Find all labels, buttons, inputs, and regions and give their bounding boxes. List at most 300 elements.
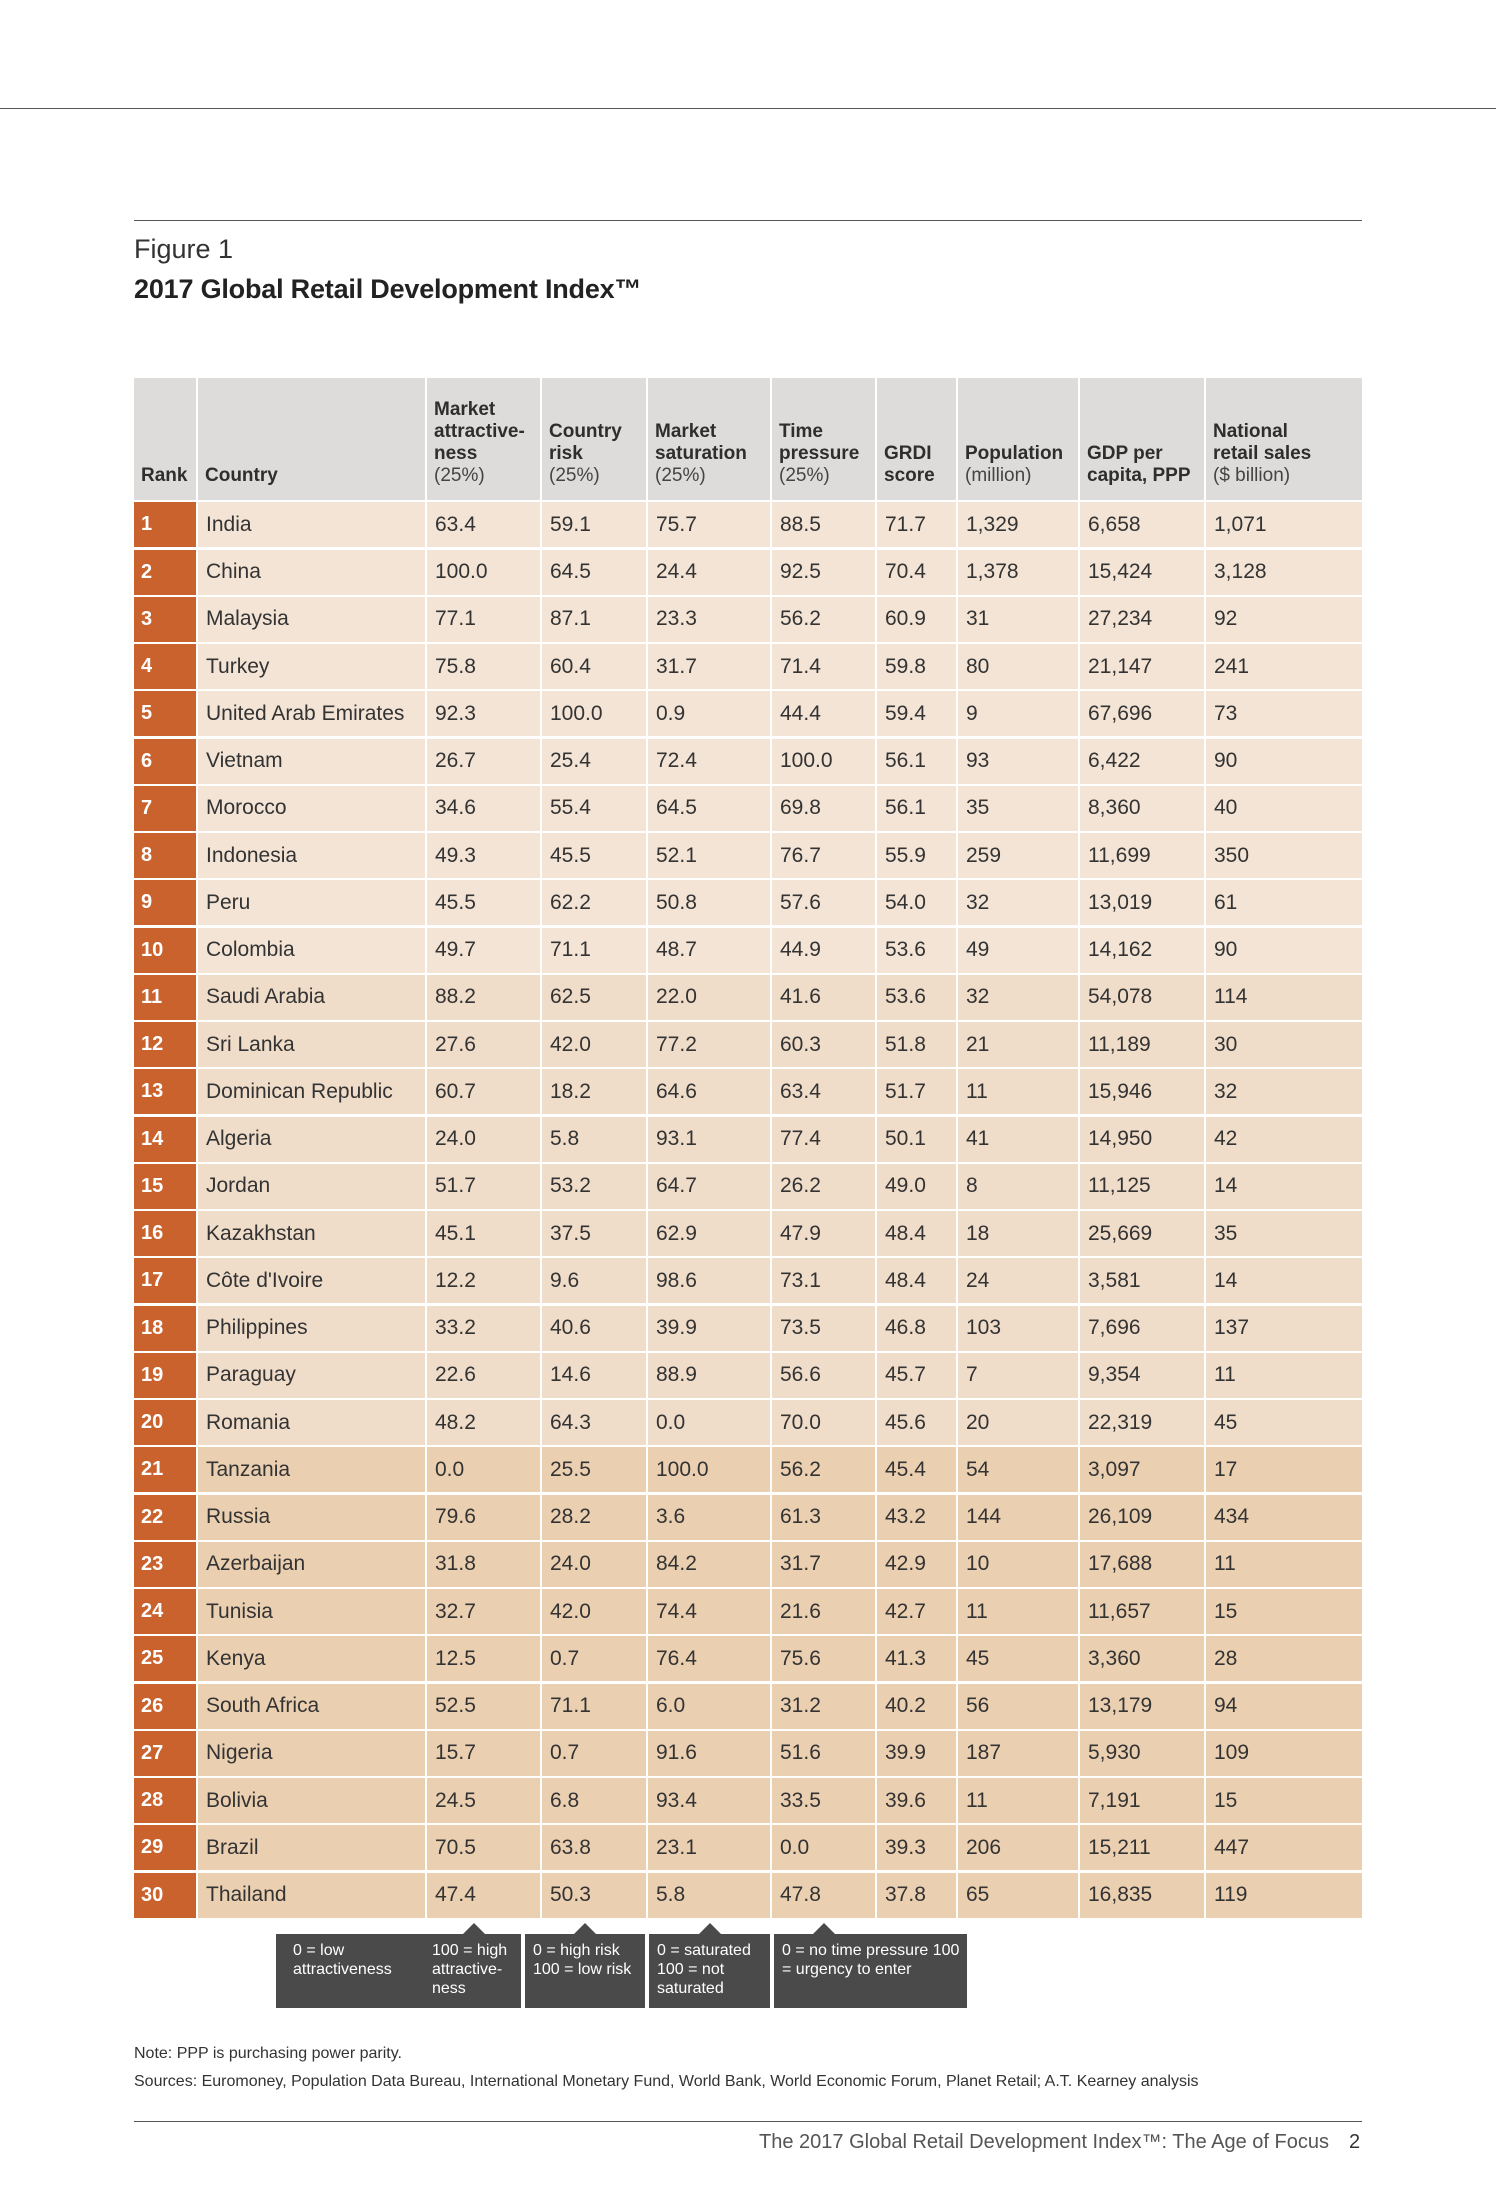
cell-rank: 26 — [134, 1684, 196, 1729]
cell-country: Côte d'Ivoire — [196, 1258, 425, 1303]
cell-country: Saudi Arabia — [196, 975, 425, 1020]
cell-market-attractiveness: 34.6 — [425, 786, 540, 831]
cell-gdp-per-capita: 11,699 — [1078, 833, 1204, 878]
cell-population: 20 — [956, 1400, 1078, 1445]
cell-country-risk: 0.7 — [540, 1731, 646, 1776]
cell-time-pressure: 70.0 — [770, 1400, 875, 1445]
cell-country-risk: 28.2 — [540, 1495, 646, 1540]
cell-rank: 6 — [134, 739, 196, 784]
cell-market-attractiveness: 79.6 — [425, 1495, 540, 1540]
cell-gdp-per-capita: 11,189 — [1078, 1022, 1204, 1067]
table-row — [134, 597, 1362, 642]
cell-national-retail-sales: 109 — [1204, 1731, 1362, 1776]
note: Note: PPP is purchasing power parity. — [134, 2045, 402, 2062]
cell-country: Vietnam — [196, 739, 425, 784]
table-row — [134, 1589, 1362, 1634]
table-header — [134, 378, 1362, 500]
legend-risk — [525, 1934, 645, 2008]
cell-national-retail-sales: 434 — [1204, 1495, 1362, 1540]
legend-time-pressure — [774, 1934, 967, 2008]
cell-gdp-per-capita: 11,657 — [1078, 1589, 1204, 1634]
cell-country-risk: 40.6 — [540, 1306, 646, 1351]
table-row — [134, 1778, 1362, 1823]
cell-national-retail-sales: 114 — [1204, 975, 1362, 1020]
cell-rank: 28 — [134, 1778, 196, 1823]
cell-rank: 10 — [134, 928, 196, 973]
cell-rank: 20 — [134, 1400, 196, 1445]
cell-market-saturation: 100.0 — [646, 1447, 770, 1492]
cell-gdp-per-capita: 6,422 — [1078, 739, 1204, 784]
cell-market-saturation: 64.7 — [646, 1164, 770, 1209]
table-row — [134, 1447, 1362, 1492]
cell-gdp-per-capita: 13,019 — [1078, 880, 1204, 925]
cell-market-attractiveness: 52.5 — [425, 1684, 540, 1729]
cell-country-risk: 71.1 — [540, 1684, 646, 1729]
table-row — [134, 833, 1362, 878]
footer-rule — [134, 2121, 1362, 2122]
cell-national-retail-sales: 11 — [1204, 1542, 1362, 1587]
cell-country-risk: 53.2 — [540, 1164, 646, 1209]
cell-population: 11 — [956, 1589, 1078, 1634]
cell-country-risk: 60.4 — [540, 644, 646, 689]
cell-market-saturation: 48.7 — [646, 928, 770, 973]
cell-grdi-score: 70.4 — [875, 550, 956, 595]
cell-national-retail-sales: 90 — [1204, 739, 1362, 784]
cell-grdi-score: 42.9 — [875, 1542, 956, 1587]
cell-gdp-per-capita: 15,211 — [1078, 1825, 1204, 1870]
cell-grdi-score: 56.1 — [875, 739, 956, 784]
header-population: Population (million) — [956, 378, 1078, 500]
cell-rank: 19 — [134, 1353, 196, 1398]
cell-gdp-per-capita: 27,234 — [1078, 597, 1204, 642]
cell-country-risk: 55.4 — [540, 786, 646, 831]
table-row — [134, 1495, 1362, 1540]
cell-gdp-per-capita: 8,360 — [1078, 786, 1204, 831]
cell-time-pressure: 47.8 — [770, 1873, 875, 1918]
cell-country: Nigeria — [196, 1731, 425, 1776]
cell-market-attractiveness: 77.1 — [425, 597, 540, 642]
table-row — [134, 786, 1362, 831]
cell-market-attractiveness: 45.5 — [425, 880, 540, 925]
table-row — [134, 644, 1362, 689]
cell-market-attractiveness: 92.3 — [425, 691, 540, 736]
cell-market-saturation: 91.6 — [646, 1731, 770, 1776]
cell-market-attractiveness: 70.5 — [425, 1825, 540, 1870]
header-gdp-per-capita: GDP per capita, PPP — [1078, 378, 1204, 500]
cell-country: Kazakhstan — [196, 1211, 425, 1256]
legend-pointer — [813, 1923, 835, 1934]
table-row — [134, 550, 1362, 595]
cell-grdi-score: 54.0 — [875, 880, 956, 925]
cell-gdp-per-capita: 6,658 — [1078, 502, 1204, 547]
table-row — [134, 502, 1362, 547]
cell-market-attractiveness: 15.7 — [425, 1731, 540, 1776]
figure-title: 2017 Global Retail Development Index™ — [134, 274, 642, 304]
cell-rank: 8 — [134, 833, 196, 878]
cell-time-pressure: 71.4 — [770, 644, 875, 689]
cell-market-saturation: 64.6 — [646, 1069, 770, 1114]
cell-population: 49 — [956, 928, 1078, 973]
cell-market-saturation: 24.4 — [646, 550, 770, 595]
cell-grdi-score: 42.7 — [875, 1589, 956, 1634]
top-rule — [0, 108, 1496, 109]
cell-gdp-per-capita: 17,688 — [1078, 1542, 1204, 1587]
cell-time-pressure: 88.5 — [770, 502, 875, 547]
cell-market-attractiveness: 12.5 — [425, 1636, 540, 1681]
cell-market-saturation: 98.6 — [646, 1258, 770, 1303]
cell-grdi-score: 37.8 — [875, 1873, 956, 1918]
cell-gdp-per-capita: 14,162 — [1078, 928, 1204, 973]
cell-population: 65 — [956, 1873, 1078, 1918]
cell-national-retail-sales: 35 — [1204, 1211, 1362, 1256]
cell-market-saturation: 22.0 — [646, 975, 770, 1020]
cell-market-saturation: 39.9 — [646, 1306, 770, 1351]
cell-market-attractiveness: 49.3 — [425, 833, 540, 878]
cell-population: 144 — [956, 1495, 1078, 1540]
cell-national-retail-sales: 241 — [1204, 644, 1362, 689]
cell-national-retail-sales: 15 — [1204, 1589, 1362, 1634]
cell-national-retail-sales: 45 — [1204, 1400, 1362, 1445]
legend-attractiveness — [276, 1934, 521, 2008]
cell-market-saturation: 93.4 — [646, 1778, 770, 1823]
cell-market-attractiveness: 12.2 — [425, 1258, 540, 1303]
cell-rank: 23 — [134, 1542, 196, 1587]
cell-country-risk: 6.8 — [540, 1778, 646, 1823]
cell-rank: 15 — [134, 1164, 196, 1209]
cell-market-attractiveness: 100.0 — [425, 550, 540, 595]
cell-population: 32 — [956, 975, 1078, 1020]
cell-population: 103 — [956, 1306, 1078, 1351]
cell-country: Morocco — [196, 786, 425, 831]
cell-national-retail-sales: 92 — [1204, 597, 1362, 642]
cell-time-pressure: 44.4 — [770, 691, 875, 736]
cell-market-attractiveness: 22.6 — [425, 1353, 540, 1398]
cell-market-saturation: 84.2 — [646, 1542, 770, 1587]
cell-country-risk: 62.2 — [540, 880, 646, 925]
cell-market-attractiveness: 51.7 — [425, 1164, 540, 1209]
cell-country-risk: 18.2 — [540, 1069, 646, 1114]
cell-grdi-score: 45.6 — [875, 1400, 956, 1445]
cell-time-pressure: 0.0 — [770, 1825, 875, 1870]
table-row — [134, 1400, 1362, 1445]
cell-time-pressure: 61.3 — [770, 1495, 875, 1540]
cell-market-attractiveness: 49.7 — [425, 928, 540, 973]
cell-market-saturation: 72.4 — [646, 739, 770, 784]
legend-time-pressure-text: 0 = no time pressure 100 = urgency to enter — [782, 1942, 960, 1978]
cell-gdp-per-capita: 21,147 — [1078, 644, 1204, 689]
cell-market-saturation: 62.9 — [646, 1211, 770, 1256]
cell-gdp-per-capita: 67,696 — [1078, 691, 1204, 736]
cell-country: Dominican Republic — [196, 1069, 425, 1114]
cell-population: 206 — [956, 1825, 1078, 1870]
cell-national-retail-sales: 447 — [1204, 1825, 1362, 1870]
cell-grdi-score: 59.8 — [875, 644, 956, 689]
cell-country: Bolivia — [196, 1778, 425, 1823]
cell-country: Tanzania — [196, 1447, 425, 1492]
cell-population: 10 — [956, 1542, 1078, 1587]
cell-rank: 5 — [134, 691, 196, 736]
cell-market-saturation: 50.8 — [646, 880, 770, 925]
cell-country: Turkey — [196, 644, 425, 689]
cell-rank: 11 — [134, 975, 196, 1020]
cell-country-risk: 5.8 — [540, 1117, 646, 1162]
cell-time-pressure: 63.4 — [770, 1069, 875, 1114]
cell-country-risk: 14.6 — [540, 1353, 646, 1398]
cell-market-attractiveness: 27.6 — [425, 1022, 540, 1067]
cell-gdp-per-capita: 26,109 — [1078, 1495, 1204, 1540]
cell-time-pressure: 60.3 — [770, 1022, 875, 1067]
cell-grdi-score: 45.4 — [875, 1447, 956, 1492]
cell-rank: 18 — [134, 1306, 196, 1351]
cell-country-risk: 45.5 — [540, 833, 646, 878]
cell-country-risk: 42.0 — [540, 1589, 646, 1634]
cell-gdp-per-capita: 15,424 — [1078, 550, 1204, 595]
cell-market-saturation: 75.7 — [646, 502, 770, 547]
table-row — [134, 1164, 1362, 1209]
cell-national-retail-sales: 40 — [1204, 786, 1362, 831]
cell-rank: 27 — [134, 1731, 196, 1776]
cell-national-retail-sales: 17 — [1204, 1447, 1362, 1492]
cell-population: 259 — [956, 833, 1078, 878]
cell-rank: 14 — [134, 1117, 196, 1162]
table-row — [134, 1684, 1362, 1729]
cell-market-saturation: 88.9 — [646, 1353, 770, 1398]
cell-market-attractiveness: 26.7 — [425, 739, 540, 784]
cell-gdp-per-capita: 25,669 — [1078, 1211, 1204, 1256]
cell-population: 93 — [956, 739, 1078, 784]
cell-population: 80 — [956, 644, 1078, 689]
cell-gdp-per-capita: 7,696 — [1078, 1306, 1204, 1351]
cell-market-saturation: 64.5 — [646, 786, 770, 831]
table-row — [134, 975, 1362, 1020]
cell-country: Sri Lanka — [196, 1022, 425, 1067]
cell-market-attractiveness: 63.4 — [425, 502, 540, 547]
table-row — [134, 1636, 1362, 1681]
cell-time-pressure: 51.6 — [770, 1731, 875, 1776]
legend-attractiveness-low: 0 = low attractiveness — [293, 1942, 392, 1978]
cell-time-pressure: 56.6 — [770, 1353, 875, 1398]
cell-grdi-score: 53.6 — [875, 928, 956, 973]
cell-country: Thailand — [196, 1873, 425, 1918]
cell-gdp-per-capita: 15,946 — [1078, 1069, 1204, 1114]
cell-population: 56 — [956, 1684, 1078, 1729]
cell-population: 54 — [956, 1447, 1078, 1492]
cell-national-retail-sales: 11 — [1204, 1353, 1362, 1398]
cell-market-attractiveness: 48.2 — [425, 1400, 540, 1445]
table-row — [134, 1258, 1362, 1303]
cell-population: 9 — [956, 691, 1078, 736]
legend-pointer — [574, 1923, 596, 1934]
cell-country: Azerbaijan — [196, 1542, 425, 1587]
cell-country-risk: 71.1 — [540, 928, 646, 973]
cell-national-retail-sales: 30 — [1204, 1022, 1362, 1067]
cell-rank: 22 — [134, 1495, 196, 1540]
cell-grdi-score: 46.8 — [875, 1306, 956, 1351]
cell-country-risk: 64.5 — [540, 550, 646, 595]
cell-grdi-score: 60.9 — [875, 597, 956, 642]
table-row — [134, 1117, 1362, 1162]
cell-country: United Arab Emirates — [196, 691, 425, 736]
cell-population: 35 — [956, 786, 1078, 831]
cell-gdp-per-capita: 22,319 — [1078, 1400, 1204, 1445]
cell-rank: 16 — [134, 1211, 196, 1256]
cell-market-saturation: 3.6 — [646, 1495, 770, 1540]
cell-country: Algeria — [196, 1117, 425, 1162]
cell-rank: 9 — [134, 880, 196, 925]
cell-national-retail-sales: 94 — [1204, 1684, 1362, 1729]
cell-grdi-score: 51.7 — [875, 1069, 956, 1114]
cell-country: Indonesia — [196, 833, 425, 878]
figure-rule — [134, 220, 1362, 221]
cell-time-pressure: 76.7 — [770, 833, 875, 878]
cell-market-attractiveness: 0.0 — [425, 1447, 540, 1492]
cell-time-pressure: 31.7 — [770, 1542, 875, 1587]
table-row — [134, 1542, 1362, 1587]
table-row — [134, 1353, 1362, 1398]
cell-population: 1,378 — [956, 550, 1078, 595]
cell-grdi-score: 55.9 — [875, 833, 956, 878]
cell-population: 45 — [956, 1636, 1078, 1681]
cell-population: 32 — [956, 880, 1078, 925]
table-row — [134, 1022, 1362, 1067]
table-row — [134, 1069, 1362, 1114]
cell-rank: 3 — [134, 597, 196, 642]
sources: Sources: Euromoney, Population Data Bureau, International Monetary Fund, World Bank, World Economic Forum, Planet Retail; A.T. Kearney analysis — [134, 2073, 1199, 2090]
cell-national-retail-sales: 90 — [1204, 928, 1362, 973]
cell-time-pressure: 44.9 — [770, 928, 875, 973]
cell-grdi-score: 41.3 — [875, 1636, 956, 1681]
header-rank: Rank — [141, 465, 188, 486]
page-number: 2 — [1349, 2131, 1361, 2153]
cell-time-pressure: 21.6 — [770, 1589, 875, 1634]
cell-gdp-per-capita: 13,179 — [1078, 1684, 1204, 1729]
cell-rank: 21 — [134, 1447, 196, 1492]
cell-country: India — [196, 502, 425, 547]
cell-market-saturation: 93.1 — [646, 1117, 770, 1162]
cell-time-pressure: 92.5 — [770, 550, 875, 595]
cell-country-risk: 0.7 — [540, 1636, 646, 1681]
cell-national-retail-sales: 1,071 — [1204, 502, 1362, 547]
cell-rank: 1 — [134, 502, 196, 547]
cell-population: 1,329 — [956, 502, 1078, 547]
cell-time-pressure: 26.2 — [770, 1164, 875, 1209]
cell-grdi-score: 39.3 — [875, 1825, 956, 1870]
cell-grdi-score: 59.4 — [875, 691, 956, 736]
cell-national-retail-sales: 42 — [1204, 1117, 1362, 1162]
cell-country-risk: 42.0 — [540, 1022, 646, 1067]
header-grdi-score: GRDI score — [875, 378, 956, 500]
table-row — [134, 928, 1362, 973]
cell-grdi-score: 49.0 — [875, 1164, 956, 1209]
cell-time-pressure: 47.9 — [770, 1211, 875, 1256]
header-market-attractiveness: Market attractive- ness (25%) — [425, 378, 540, 500]
cell-market-saturation: 0.9 — [646, 691, 770, 736]
cell-country: Philippines — [196, 1306, 425, 1351]
cell-country-risk: 100.0 — [540, 691, 646, 736]
cell-grdi-score: 39.6 — [875, 1778, 956, 1823]
cell-grdi-score: 48.4 — [875, 1258, 956, 1303]
header-country: Country — [196, 378, 425, 500]
cell-population: 24 — [956, 1258, 1078, 1303]
cell-country: Paraguay — [196, 1353, 425, 1398]
cell-national-retail-sales: 28 — [1204, 1636, 1362, 1681]
table-row — [134, 1873, 1362, 1918]
cell-time-pressure: 75.6 — [770, 1636, 875, 1681]
cell-national-retail-sales: 137 — [1204, 1306, 1362, 1351]
cell-population: 31 — [956, 597, 1078, 642]
cell-country: Jordan — [196, 1164, 425, 1209]
cell-national-retail-sales: 73 — [1204, 691, 1362, 736]
cell-market-attractiveness: 33.2 — [425, 1306, 540, 1351]
cell-gdp-per-capita: 9,354 — [1078, 1353, 1204, 1398]
cell-national-retail-sales: 14 — [1204, 1258, 1362, 1303]
cell-time-pressure: 56.2 — [770, 597, 875, 642]
cell-rank: 13 — [134, 1069, 196, 1114]
cell-grdi-score: 53.6 — [875, 975, 956, 1020]
table-row — [134, 691, 1362, 736]
cell-market-attractiveness: 45.1 — [425, 1211, 540, 1256]
cell-country-risk: 37.5 — [540, 1211, 646, 1256]
cell-time-pressure: 57.6 — [770, 880, 875, 925]
cell-rank: 30 — [134, 1873, 196, 1918]
cell-market-attractiveness: 32.7 — [425, 1589, 540, 1634]
cell-market-saturation: 76.4 — [646, 1636, 770, 1681]
cell-grdi-score: 56.1 — [875, 786, 956, 831]
cell-country-risk: 50.3 — [540, 1873, 646, 1918]
cell-country: Brazil — [196, 1825, 425, 1870]
cell-population: 18 — [956, 1211, 1078, 1256]
cell-population: 11 — [956, 1778, 1078, 1823]
cell-grdi-score: 71.7 — [875, 502, 956, 547]
footer-title: The 2017 Global Retail Development Index™: The Age of Focus — [759, 2131, 1329, 2153]
cell-gdp-per-capita: 16,835 — [1078, 1873, 1204, 1918]
cell-grdi-score: 50.1 — [875, 1117, 956, 1162]
cell-rank: 29 — [134, 1825, 196, 1870]
cell-gdp-per-capita: 3,097 — [1078, 1447, 1204, 1492]
cell-gdp-per-capita: 14,950 — [1078, 1117, 1204, 1162]
cell-time-pressure: 69.8 — [770, 786, 875, 831]
table-row — [134, 1731, 1362, 1776]
cell-rank: 17 — [134, 1258, 196, 1303]
cell-country-risk: 59.1 — [540, 502, 646, 547]
header-time-pressure: Time pressure (25%) — [770, 378, 875, 500]
cell-country: Russia — [196, 1495, 425, 1540]
cell-rank: 7 — [134, 786, 196, 831]
cell-population: 8 — [956, 1164, 1078, 1209]
cell-country-risk: 9.6 — [540, 1258, 646, 1303]
cell-gdp-per-capita: 11,125 — [1078, 1164, 1204, 1209]
cell-time-pressure: 41.6 — [770, 975, 875, 1020]
cell-market-attractiveness: 47.4 — [425, 1873, 540, 1918]
cell-market-saturation: 0.0 — [646, 1400, 770, 1445]
cell-country-risk: 87.1 — [540, 597, 646, 642]
cell-time-pressure: 100.0 — [770, 739, 875, 784]
cell-country: Malaysia — [196, 597, 425, 642]
cell-country: Tunisia — [196, 1589, 425, 1634]
cell-country-risk: 24.0 — [540, 1542, 646, 1587]
cell-population: 7 — [956, 1353, 1078, 1398]
cell-country-risk: 63.8 — [540, 1825, 646, 1870]
cell-grdi-score: 48.4 — [875, 1211, 956, 1256]
cell-gdp-per-capita: 5,930 — [1078, 1731, 1204, 1776]
cell-time-pressure: 73.1 — [770, 1258, 875, 1303]
cell-country: Romania — [196, 1400, 425, 1445]
cell-rank: 2 — [134, 550, 196, 595]
cell-country: Kenya — [196, 1636, 425, 1681]
cell-market-attractiveness: 60.7 — [425, 1069, 540, 1114]
cell-country-risk: 62.5 — [540, 975, 646, 1020]
cell-grdi-score: 40.2 — [875, 1684, 956, 1729]
